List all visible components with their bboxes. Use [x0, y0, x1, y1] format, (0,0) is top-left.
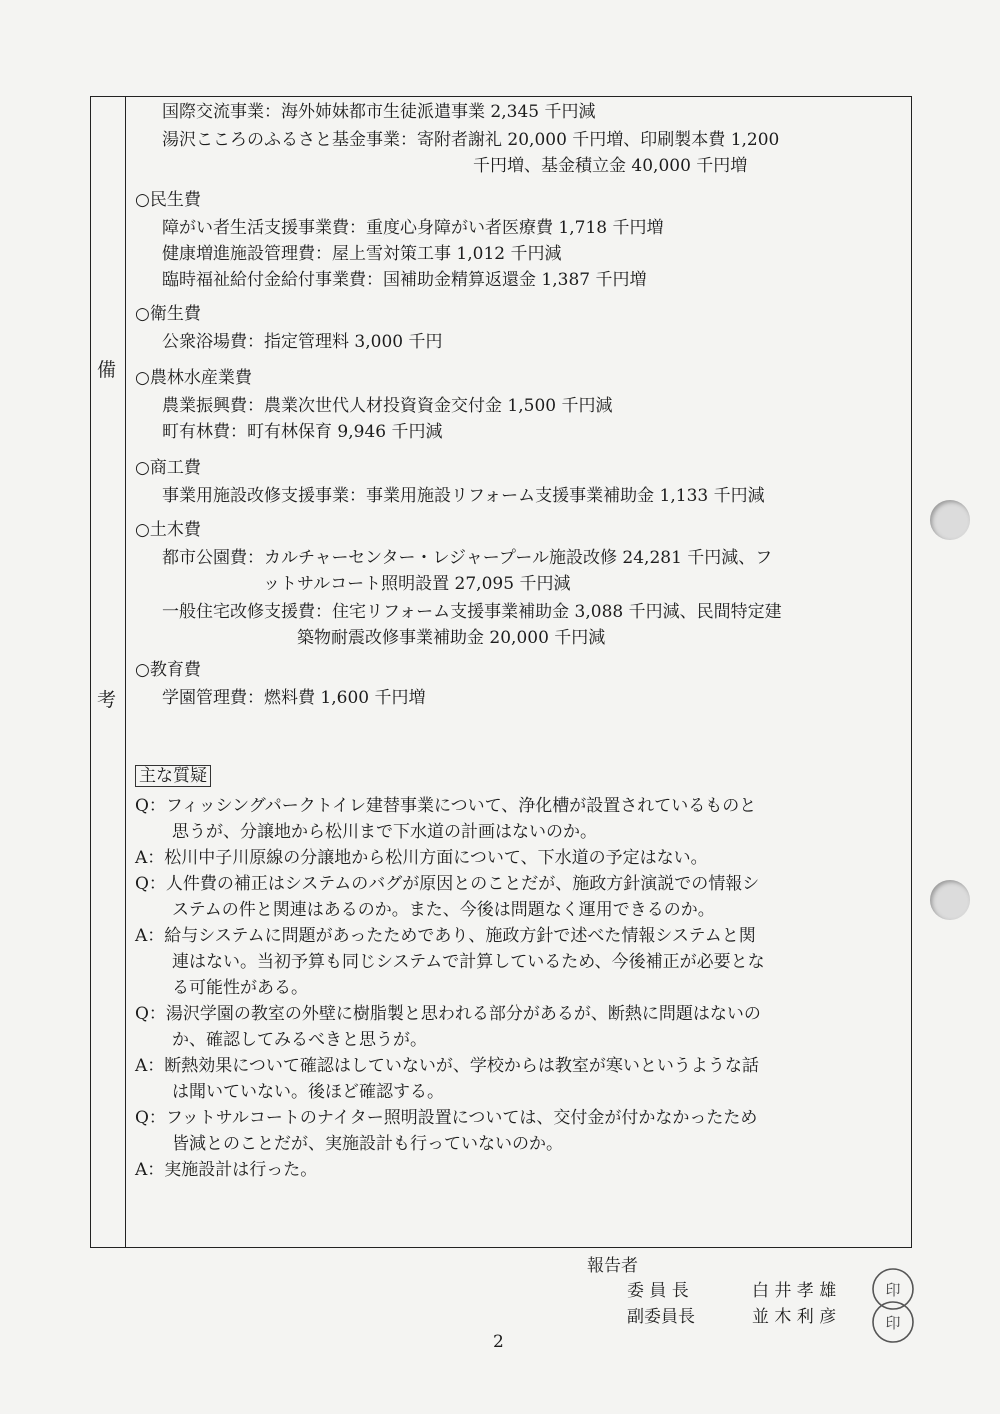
section-heading: ○民生費	[135, 190, 201, 210]
budget-item: 事業用施設改修支援事業：事業用施設リフォーム支援事業補助金 1,133 千円減	[162, 486, 765, 506]
qa-line: ステムの件と関連はあるのか。また、今後は問題なく運用できるのか。	[172, 900, 715, 920]
qa-line: Q：フットサルコートのナイター照明設置については、交付金が付かなかったため	[135, 1108, 758, 1128]
budget-item: ットサルコート照明設置 27,095 千円減	[263, 574, 571, 594]
section-heading: ○土木費	[135, 520, 201, 540]
budget-item: 障がい者生活支援事業費：重度心身障がい者医療費 1,718 千円増	[162, 218, 664, 238]
remarks-frame	[90, 96, 912, 1248]
qa-line: 思うが、分譲地から松川まで下水道の計画はないのか。	[172, 822, 597, 842]
qa-line: A：実施設計は行った。	[135, 1160, 318, 1180]
chair-name: 白 井 孝 雄	[752, 1281, 837, 1301]
punch-hole	[930, 500, 970, 540]
budget-item: 学園管理費：燃料費 1,600 千円増	[162, 688, 426, 708]
chair-role: 委 員 長	[627, 1281, 689, 1301]
qa-line: 連はない。当初予算も同じシステムで計算しているため、今後補正が必要とな	[172, 952, 765, 972]
budget-item: 一般住宅改修支援費：住宅リフォーム支援事業補助金 3,088 千円減、民間特定建	[162, 602, 782, 622]
qa-line: Q：フィッシングパークトイレ建替事業について、浄化槽が設置されているものと	[135, 796, 757, 816]
qa-line: A：松川中子川原線の分譲地から松川方面について、下水道の予定はない。	[135, 848, 708, 868]
vice-name: 並 木 利 彦	[752, 1307, 837, 1327]
section-heading: ○農林水産業費	[135, 368, 252, 388]
seal-char: 印	[885, 1314, 901, 1332]
budget-item: 農業振興費：農業次世代人材投資資金交付金 1,500 千円減	[162, 396, 613, 416]
qa-line: A：給与システムに問題があったためであり、施政方針で述べた情報システムと関	[135, 926, 756, 946]
budget-item: 都市公園費：カルチャーセンター・レジャープール施設改修 24,281 千円減、フ	[162, 548, 773, 568]
budget-item: 築物耐震改修事業補助金 20,000 千円減	[297, 628, 606, 648]
remarks-label-column	[91, 97, 126, 1247]
seal-stamp-icon	[864, 1264, 922, 1348]
qa-line: Q：人件費の補正はシステムのバグが原因とのことだが、施政方針演説での情報シ	[135, 874, 760, 894]
section-heading: ○教育費	[135, 660, 201, 680]
qa-title: 主な質疑	[135, 763, 211, 789]
qa-line: る可能性がある。	[172, 978, 308, 998]
budget-item: 国際交流事業：海外姉妹都市生徒派遣事業 2,345 千円減	[162, 102, 596, 122]
vice-role: 副委員長	[627, 1307, 695, 1327]
qa-line: か、確認してみるべきと思うが。	[172, 1030, 427, 1050]
page-number: 2	[493, 1332, 504, 1352]
qa-line: A：断熱効果について確認はしていないが、学校からは教室が寒いというような話	[135, 1056, 759, 1076]
punch-hole	[930, 880, 970, 920]
seal-char: 印	[885, 1281, 901, 1299]
section-heading: ○衛生費	[135, 304, 201, 324]
reporter-title: 報告者	[587, 1256, 638, 1276]
qa-line: は聞いていない。後ほど確認する。	[172, 1082, 444, 1102]
qa-line: Q：湯沢学園の教室の外壁に樹脂製と思われる部分があるが、断熱に問題はないの	[135, 1004, 761, 1024]
budget-item: 町有林費：町有林保育 9,946 千円減	[162, 422, 443, 442]
budget-item: 湯沢こころのふるさと基金事業：寄附者謝礼 20,000 千円増、印刷製本費 1,200	[162, 130, 780, 150]
budget-item: 健康増進施設管理費：屋上雪対策工事 1,012 千円減	[162, 244, 562, 264]
budget-item: 公衆浴場費：指定管理料 3,000 千円	[162, 332, 443, 352]
label-char-bi: 備	[97, 359, 117, 381]
section-heading: ○商工費	[135, 458, 201, 478]
qa-line: 皆減とのことだが、実施設計も行っていないのか。	[172, 1134, 563, 1154]
budget-item: 千円増、基金積立金 40,000 千円増	[473, 156, 748, 176]
budget-item: 臨時福祉給付金給付事業費：国補助金精算返還金 1,387 千円増	[162, 270, 647, 290]
label-char-kou: 考	[97, 689, 117, 711]
